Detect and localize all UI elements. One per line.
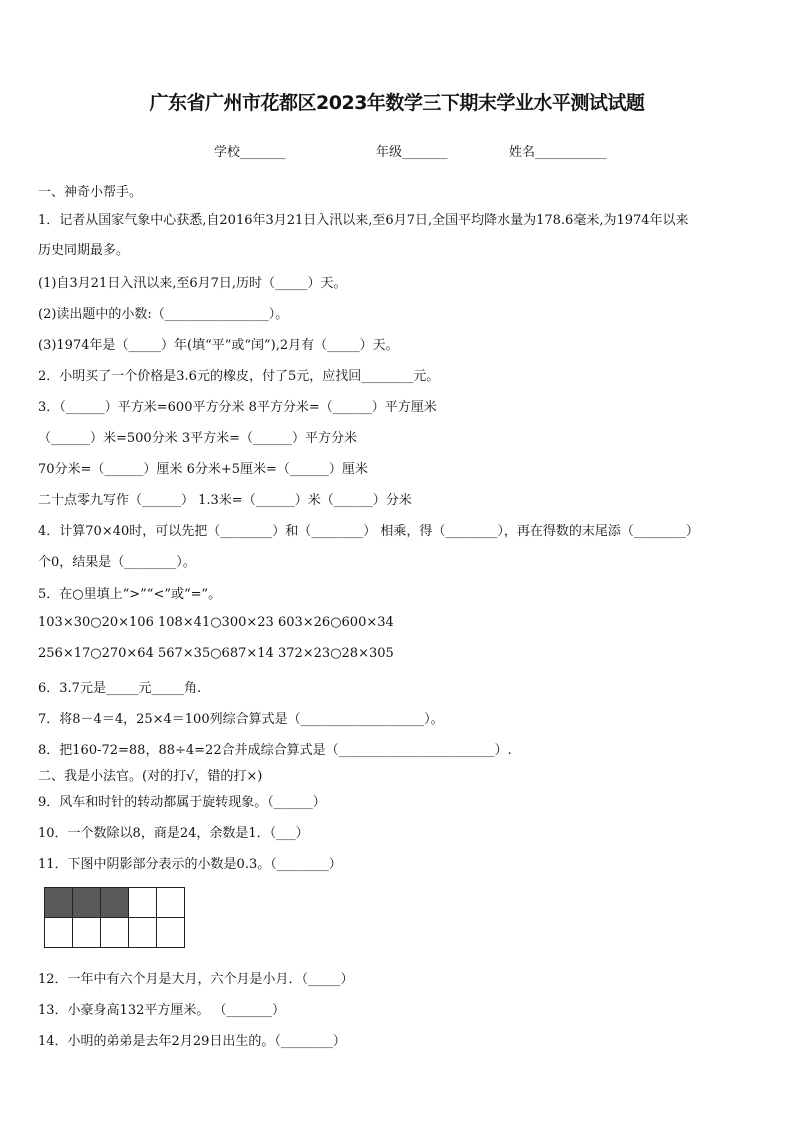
question-11: 11．下图中阴影部分表示的小数是0.3。（________） bbox=[38, 857, 342, 872]
question-12: 12．一年中有六个月是大月，六个月是小月．（_____） bbox=[38, 972, 354, 987]
grid-cell bbox=[157, 888, 185, 918]
page-title: 广东省广州市花都区2023年数学三下期末学业水平测试试题 bbox=[149, 92, 645, 114]
grid-cell-shaded bbox=[45, 888, 73, 918]
question-3-row-4: 二十点零九写作（______） 1.3米=（______）米（______）分米 bbox=[38, 493, 412, 508]
question-1: 1．记者从国家气象中心获悉,自2016年3月21日入汛以来,至6月7日,全国平均降水量为178.6毫米,为1974年以来 bbox=[38, 213, 689, 228]
question-1-part-1: (1)自3月21日入汛以来,至6月7日,历时（_____）天。 bbox=[38, 276, 347, 291]
question-10: 10．一个数除以8，商是24，余数是1．（___） bbox=[38, 826, 309, 841]
grid-cell-shaded bbox=[73, 888, 101, 918]
question-2: 2．小明买了一个价格是3.6元的橡皮，付了5元，应找回________元。 bbox=[38, 369, 440, 384]
decimal-shading-grid bbox=[44, 887, 185, 948]
question-3-row-2: （______）米=500分米 3平方米=（______）平方分米 bbox=[38, 431, 358, 446]
grid-cell bbox=[73, 918, 101, 948]
question-13: 13．小豪身高132平方厘米。 （_______） bbox=[38, 1003, 285, 1018]
grid-cell bbox=[101, 918, 129, 948]
question-1-part-2: (2)读出题中的小数:（________________）。 bbox=[38, 307, 289, 322]
question-4: 4．计算70×40时，可以先把（________）和（________） 相乘，得（________），再在得数的末尾添（________） bbox=[38, 524, 699, 539]
question-1-cont: 历史同期最多。 bbox=[38, 243, 130, 258]
question-5-row-1: 103×30○20×106 108×41○300×23 603×26○600×34 bbox=[38, 615, 394, 630]
section-heading-2: 二、我是小法官。(对的打√，错的打×) bbox=[38, 769, 263, 784]
question-1-part-3: (3)1974年是（_____）年(填“平”或“闰”),2月有（_____）天。 bbox=[38, 338, 399, 353]
grid-cell bbox=[129, 918, 157, 948]
question-7: 7．将8－4＝4，25×4＝100列综合算式是（___________________）。 bbox=[38, 712, 444, 727]
grid-cell-shaded bbox=[101, 888, 129, 918]
school-field: 学校_______ bbox=[214, 145, 286, 160]
question-9: 9．风车和时针的转动都属于旋转现象。（______） bbox=[38, 795, 326, 810]
question-8: 8．把160-72=88，88÷4=22合并成综合算式是（________________________）. bbox=[38, 743, 512, 758]
question-5-row-2: 256×17○270×64 567×35○687×14 372×23○28×305 bbox=[38, 646, 394, 661]
question-3-row-1: 3．（______）平方米=600平方分米 8平方分米=（______）平方厘米 bbox=[38, 400, 437, 415]
question-5: 5．在○里填上“>”“<”或“=”。 bbox=[38, 587, 222, 602]
grade-field: 年级_______ bbox=[376, 145, 448, 160]
question-4-cont: 个0，结果是（________）。 bbox=[38, 555, 196, 570]
name-field: 姓名___________ bbox=[509, 145, 607, 160]
section-heading-1: 一、神奇小帮手。 bbox=[38, 185, 143, 200]
grid-cell bbox=[157, 918, 185, 948]
grid-cell bbox=[45, 918, 73, 948]
question-3-row-3: 70分米=（______）厘米 6分米+5厘米=（______）厘米 bbox=[38, 462, 368, 477]
question-14: 14．小明的弟弟是去年2月29日出生的。（________） bbox=[38, 1034, 346, 1049]
grid-cell bbox=[129, 888, 157, 918]
question-6: 6．3.7元是_____元_____角. bbox=[38, 681, 202, 696]
